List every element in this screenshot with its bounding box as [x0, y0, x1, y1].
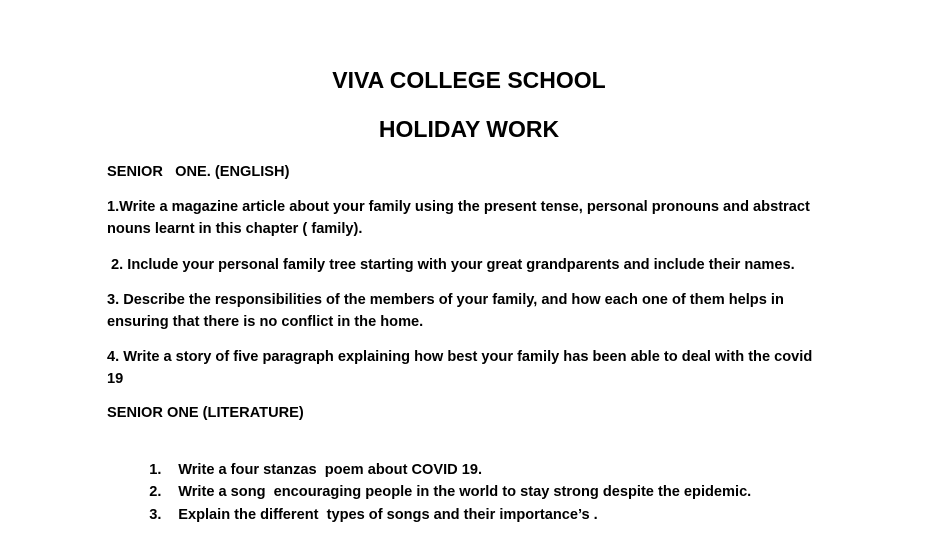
- question-4-line-1: 4. Write a story of five paragraph explaining how best your family has been able to deal with the covid: [107, 349, 813, 365]
- list-item-number: 3.: [149, 507, 162, 523]
- list-item-text: Write a song encouraging people in the world to stay strong despite the epidemic.: [178, 484, 752, 500]
- holiday-work-heading: HOLIDAY WORK: [378, 116, 560, 142]
- question-1-line-2: nouns learnt in this chapter ( family).: [107, 221, 363, 237]
- section-heading-literature: SENIOR ONE (LITERATURE): [107, 405, 304, 421]
- question-2-line-1: 2. Include your personal family tree starting with your great grandparents and include their names.: [107, 257, 795, 273]
- list-item-text: Explain the different types of songs and their importance’s .: [178, 507, 598, 523]
- school-name: VIVA COLLEGE SCHOOL: [332, 67, 606, 93]
- question-3-line-1: 3. Describe the responsibilities of the members of your family, and how each one of them helps in: [107, 292, 784, 308]
- list-item-number: 1.: [149, 462, 162, 478]
- question-3-line-2: ensuring that there is no conflict in the home.: [107, 314, 424, 330]
- list-item-text: Write a four stanzas poem about COVID 19.: [178, 462, 483, 478]
- list-item: [133, 482, 598, 548]
- section-heading-english: SENIOR ONE. (ENGLISH): [107, 164, 290, 180]
- question-1-line-1: 1.Write a magazine article about your family using the present tense, personal pronouns and abstract: [107, 199, 810, 215]
- list-item-number: 2.: [149, 484, 162, 500]
- question-4-line-2: 19: [107, 371, 124, 387]
